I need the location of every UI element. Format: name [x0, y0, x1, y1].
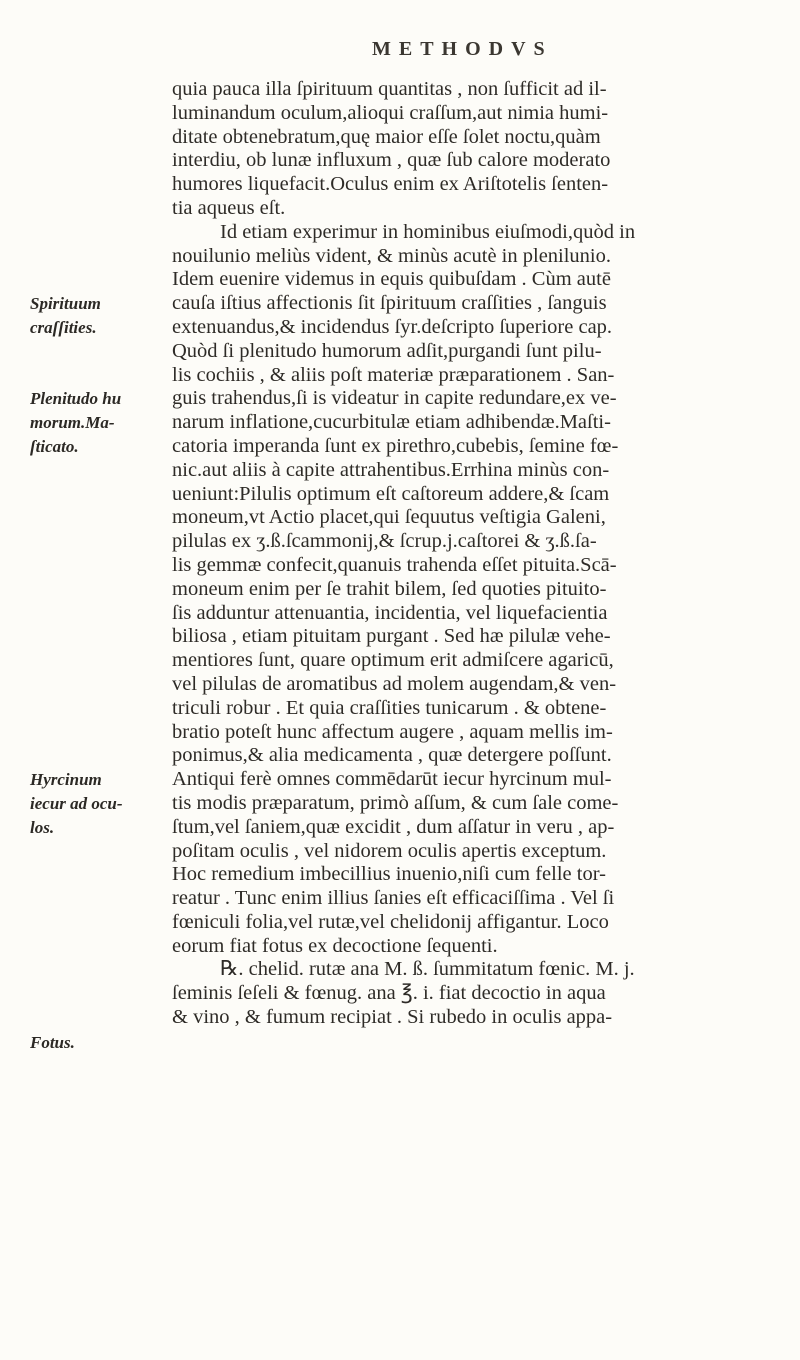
text-line: narum inflatione,cucurbitulæ etiam adhibendæ.Maſti-: [172, 411, 611, 434]
text-line: ueniunt:Pilulis optimum eſt caſtoreum addere,& ſcam: [172, 482, 610, 505]
margin-note-line: Fotus.: [30, 1033, 75, 1052]
margin-note-plenitudo: [30, 387, 121, 459]
margin-note-line: craſſities.: [30, 318, 97, 337]
text-line: nic.aut aliis à capite attrahentibus.Errhina minùs con-: [172, 458, 610, 481]
text-line: Antiqui ferè omnes commēdarūt iecur hyrcinum mul-: [172, 768, 612, 791]
text-line: Idem euenire videmus in equis quibuſdam . Cùm autē: [172, 268, 611, 291]
text-line: luminandum oculum,alioqui craſſum,aut nimia humi-: [172, 101, 609, 124]
text-line: quia pauca illa ſpirituum quantitas , non ſufficit ad il-: [172, 78, 607, 100]
text-line: poſitam oculis , vel nidorem oculis apertis exceptum.: [172, 839, 607, 862]
text-line: tis modis præparatum, primò aſſum, & cum ſale come-: [172, 791, 619, 814]
text-line: mentiores ſunt, quare optimum erit admiſcere agaricū,: [172, 649, 614, 672]
text-line: ſis adduntur attenuantia, incidentia, vel liquefacientia: [172, 601, 608, 624]
text-line: cauſa iſtius affectionis ſit ſpirituum craſſities , ſanguis: [172, 292, 607, 315]
body-text: [172, 78, 772, 1030]
text-line: bratio poteſt hunc affectum augere , aquam mellis im-: [172, 720, 613, 743]
margin-note-line: ſticato.: [30, 437, 79, 456]
text-line: biliosa , etiam pituitam purgant . Sed hæ pilulæ vehe-: [172, 625, 611, 648]
text-line: ſtum,vel ſaniem,quæ excidit , dum aſſatur in veru , ap-: [172, 815, 615, 838]
text-line: nouilunio meliùs vident, & minùs acutè in plenilunio.: [172, 244, 611, 267]
text-line: triculi robur . Et quia craſſities tunicarum . & obtene-: [172, 696, 607, 719]
text-line: interdiu, ob lunæ influxum , quæ ſub calore moderato: [172, 149, 611, 172]
text-line: reatur . Tunc enim illius ſanies eſt efficaciſſima . Vel ſi: [172, 887, 615, 910]
margin-note-fotus: [30, 1031, 75, 1055]
text-line: tia aqueus eſt.: [172, 196, 286, 219]
text-line: fœniculi folia,vel rutæ,vel chelidonij affigantur. Loco: [172, 910, 609, 933]
text-line: eorum fiat fotus ex decoctione ſequenti.: [172, 934, 498, 957]
text-line: Quòd ſi plenitudo humorum adſit,purgandi ſunt pilu-: [172, 339, 602, 362]
margin-note-line: Hyrcinum: [30, 770, 102, 789]
margin-note-line: Spirituum: [30, 294, 101, 313]
text-line: moneum enim per ſe trahit bilem, ſed quoties pituito-: [172, 577, 607, 600]
margin-note-line: Plenitudo hu: [30, 389, 122, 408]
margin-note-line: iecur ad ocu-: [30, 794, 123, 813]
text-line: vel pilulas de aromatibus ad molem augendam,& ven-: [172, 672, 617, 695]
text-line: lis gemmæ confecit,quanuis trahenda eſſet pituita.Scā-: [172, 553, 617, 576]
text-line: ponimus,& alia medicamenta , quæ detergere poſſunt.: [172, 744, 612, 767]
text-line: pilulas ex ʒ.ß.ſcammonij,& ſcrup.j.caſtorei & ʒ.ß.ſa-: [172, 530, 597, 553]
text-line: ℞. chelid. rutæ ana M. ß. ſummitatum fœnic. M. j.: [220, 958, 635, 981]
margin-note-hyrcinum: [30, 768, 123, 840]
text-line: catoria imperanda ſunt ex pirethro,cubebis, ſemine fœ-: [172, 434, 619, 457]
text-line: extenuandus,& incidendus ſyr.deſcripto ſuperiore cap.: [172, 315, 613, 338]
text-line: ditate obtenebratum,quę maior eſſe ſolet noctu,quàm: [172, 125, 601, 148]
text-line: humores liquefacit.Oculus enim ex Ariſtotelis ſenten-: [172, 173, 609, 196]
text-line: ſeminis ſeſeli & fœnug. ana ℥. i. fiat decoctio in aqua: [172, 982, 606, 1005]
text-line: Id etiam experimur in hominibus eiuſmodi,quòd in: [220, 220, 636, 243]
margin-note-line: morum.Ma-: [30, 413, 115, 432]
running-head: METHODVS: [372, 38, 553, 60]
text-line: & vino , & fumum recipiat . Si rubedo in oculis appa-: [172, 1006, 613, 1029]
text-line: lis cochiis , & aliis poſt materiæ præparationem . San-: [172, 363, 615, 386]
text-line: Hoc remedium imbecillius inuenio,niſi cum felle tor-: [172, 863, 606, 886]
text-line: moneum,vt Actio placet,qui ſequutus veſtigia Galeni,: [172, 506, 606, 529]
margin-note-line: los.: [30, 818, 55, 837]
margin-note-spirituum: [30, 292, 101, 340]
text-line: guis trahendus,ſi is videatur in capite redundare,ex ve-: [172, 387, 617, 410]
